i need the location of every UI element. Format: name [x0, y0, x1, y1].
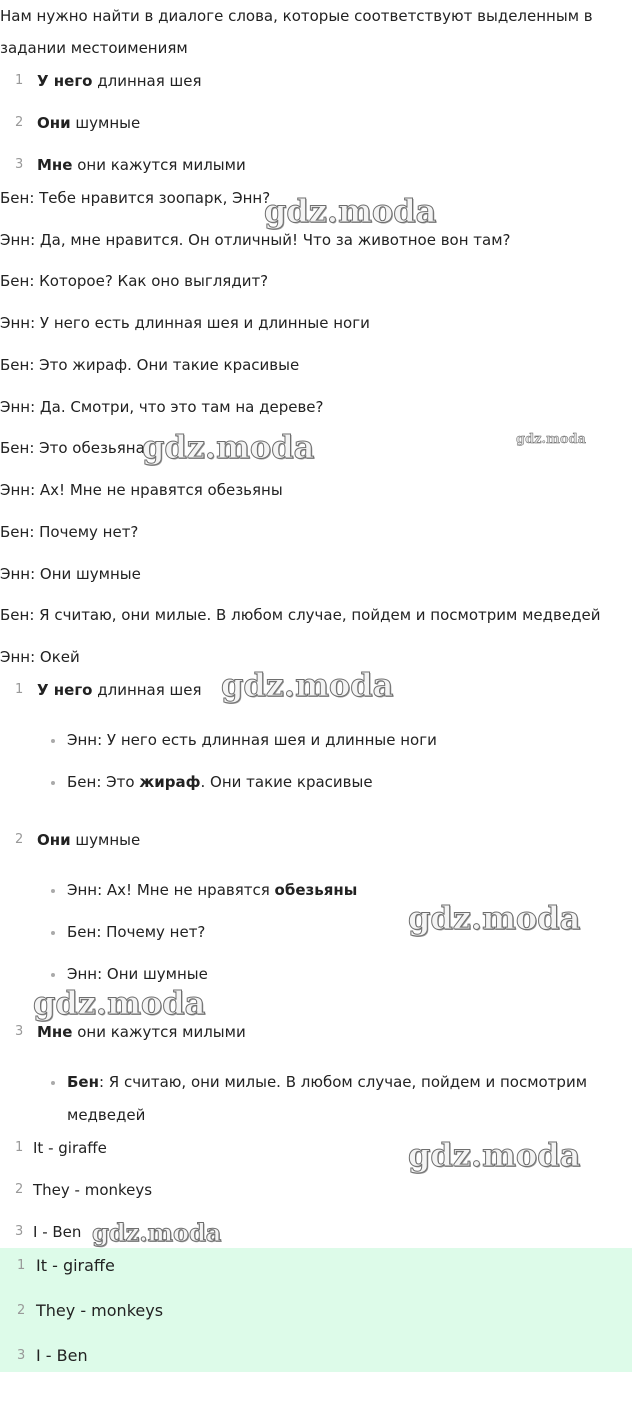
task-item: Мне они кажутся милыми — [37, 156, 246, 174]
answer-box-number: 3 — [17, 1348, 26, 1363]
answer-box-number: 1 — [17, 1258, 26, 1273]
watermark-logo: gdz.moda — [92, 1218, 222, 1247]
analysis-item-number: 3 — [15, 1024, 24, 1039]
answer-box-number: 2 — [17, 1303, 26, 1318]
analysis-item-number: 1 — [15, 682, 24, 697]
task-item-number: 2 — [15, 115, 24, 130]
watermark-logo: gdz.moda — [408, 1136, 581, 1174]
watermark-logo: gdz.moda — [221, 666, 394, 704]
intro-line-1: Нам нужно найти в диалоге слова, которые соответствуют выделенным в — [0, 7, 593, 25]
analysis-item-number: 2 — [15, 832, 24, 847]
watermark-logo: gdz.moda — [33, 984, 206, 1022]
answer-text: I - Ben — [33, 1223, 82, 1241]
analysis-bullet-continuation: медведей — [67, 1106, 146, 1124]
answer-number: 3 — [15, 1224, 24, 1239]
answer-box-text: I - Ben — [36, 1346, 88, 1365]
analysis-bullet: Бен: Почему нет? — [67, 923, 206, 941]
dialogue-line: Бен: Это обезьяна — [0, 439, 145, 457]
dialogue-line: Бен: Почему нет? — [0, 523, 139, 541]
answer-box-text: It - giraffe — [36, 1256, 115, 1275]
dialogue-line: Бен: Это жираф. Они такие красивые — [0, 356, 300, 374]
bullet-dot — [51, 1081, 55, 1085]
answer-box-text: They - monkeys — [36, 1301, 164, 1320]
answer-number: 1 — [15, 1140, 24, 1155]
dialogue-line: Бен: Тебе нравится зоопарк, Энн? — [0, 189, 271, 207]
intro-line-2: задании местоимениям — [0, 39, 188, 57]
answer-text: They - monkeys — [33, 1181, 153, 1199]
dialogue-line: Энн: Окей — [0, 648, 80, 666]
dialogue-line: Бен: Я считаю, они милые. В любом случае, пойдем и посмотрим медведей — [0, 606, 601, 624]
analysis-bullet: Бен: Я считаю, они милые. В любом случае, пойдем и посмотрим — [67, 1073, 588, 1091]
dialogue-line: Бен: Которое? Как оно выглядит? — [0, 272, 269, 290]
analysis-item: У него длинная шея — [37, 681, 202, 699]
watermark-logo: gdz.moda — [408, 899, 581, 937]
analysis-bullet: Энн: Они шумные — [67, 965, 208, 983]
answer-number: 2 — [15, 1182, 24, 1197]
dialogue-line: Энн: Да, мне нравится. Он отличный! Что за животное вон там? — [0, 231, 511, 249]
watermark-logo: gdz.moda — [142, 428, 315, 466]
dialogue-line: Энн: Они шумные — [0, 565, 141, 583]
task-item: Они шумные — [37, 114, 141, 132]
task-item-number: 1 — [15, 73, 24, 88]
dialogue-line: Энн: У него есть длинная шея и длинные ноги — [0, 314, 370, 332]
answer-text: It - giraffe — [33, 1139, 107, 1157]
bullet-dot — [51, 889, 55, 893]
dialogue-line: Энн: Да. Смотри, что это там на дереве? — [0, 398, 324, 416]
task-item: У него длинная шея — [37, 72, 202, 90]
bullet-dot — [51, 739, 55, 743]
dialogue-line: Энн: Ах! Мне не нравятся обезьяны — [0, 481, 283, 499]
task-item-number: 3 — [15, 157, 24, 172]
analysis-bullet: Бен: Это жираф. Они такие красивые — [67, 773, 373, 791]
analysis-item: Мне они кажутся милыми — [37, 1023, 246, 1041]
bullet-dot — [51, 781, 55, 785]
analysis-item: Они шумные — [37, 831, 141, 849]
watermark-logo: gdz.moda — [264, 192, 437, 230]
analysis-bullet: Энн: У него есть длинная шея и длинные ноги — [67, 731, 437, 749]
bullet-dot — [51, 931, 55, 935]
bullet-dot — [51, 973, 55, 977]
analysis-bullet: Энн: Ах! Мне не нравятся обезьяны — [67, 881, 358, 899]
watermark-logo: gdz.moda — [516, 432, 587, 447]
